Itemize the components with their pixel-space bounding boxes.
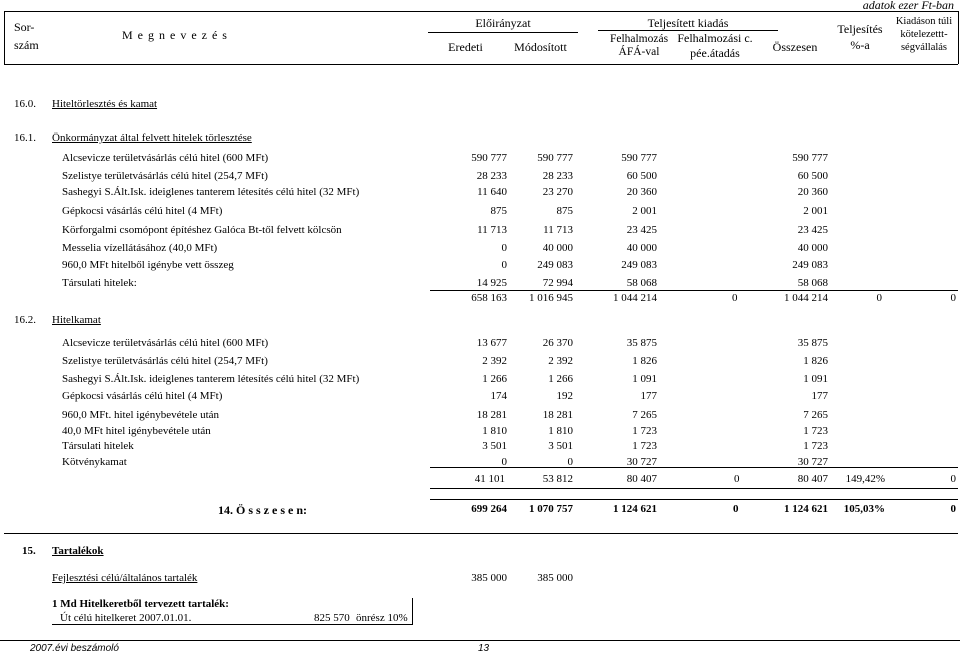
total-16-1-modositott: 1 016 945	[529, 292, 573, 304]
row-16-1-osszesen: 20 360	[797, 186, 828, 198]
header-sub-line-2	[598, 30, 778, 31]
footer-line	[0, 640, 960, 641]
row-16-2-osszesen: 177	[811, 390, 828, 402]
total-16-2-eredeti: 41 101	[474, 473, 505, 485]
total-14-modositott: 1 070 757	[529, 503, 573, 515]
row-16-2-felh-c: 1 826	[632, 355, 657, 367]
total-16-1-eredeti: 658 163	[471, 292, 507, 304]
row-16-2-modositott: 0	[567, 456, 573, 468]
row-16-2-eredeti: 2 392	[482, 355, 507, 367]
row-16-1-eredeti: 28 233	[476, 170, 507, 182]
header-kiadason-tuli-3: ségvállalás	[900, 42, 948, 53]
section-15-number: 15.	[22, 545, 36, 557]
header-bottom-line	[4, 64, 958, 65]
row-16-1-label: Körforgalmi csomópont építéshez Galóca Bt-től felvett kölcsön	[62, 224, 342, 236]
header-kiadason-tuli-2: kötelezettt-	[900, 29, 948, 40]
row-16-1-osszesen: 249 083	[792, 259, 828, 271]
row-16-1-eredeti: 11 640	[477, 186, 507, 198]
row-16-2-eredeti: 3 501	[482, 440, 507, 452]
row-16-2-osszesen: 7 265	[803, 409, 828, 421]
header-eredeti: Eredeti	[448, 40, 483, 54]
total-16-1-felh-c: 1 044 214	[613, 292, 657, 304]
row-16-2-osszesen: 1 723	[803, 425, 828, 437]
header-teljesites: Teljesítés	[837, 22, 883, 36]
row-16-2-eredeti: 1 810	[482, 425, 507, 437]
row-16-1-label: Szelistye területvásárlás célú hitel (254,7 MFt)	[62, 170, 268, 182]
row-16-2-eredeti: 13 677	[476, 337, 507, 349]
row-16-2-modositott: 2 392	[548, 355, 573, 367]
row-16-2-osszesen: 1 723	[803, 440, 828, 452]
total-14-topline	[430, 499, 958, 500]
header-pe-atadas: pée.átadás	[690, 46, 740, 60]
row-16-1-modositott: 249 083	[537, 259, 573, 271]
row-16-1-osszesen: 58 068	[797, 277, 828, 289]
footer-left: 2007.évi beszámoló	[30, 643, 119, 654]
row-16-2-modositott: 26 370	[542, 337, 573, 349]
row-16-2-label: Kötvénykamat	[62, 456, 127, 468]
row-16-1-osszesen: 60 500	[797, 170, 828, 182]
total-14-label: 14. Ö s s z e s e n:	[218, 503, 307, 517]
row-16-2-osszesen: 1 826	[803, 355, 828, 367]
section-15-title: Tartalékok	[52, 545, 104, 557]
row-16-1-modositott: 875	[556, 205, 573, 217]
total-16-2-topline	[430, 467, 958, 468]
total-16-1-osszesen: 1 044 214	[784, 292, 828, 304]
ut-value: 825 570	[314, 612, 350, 624]
total-14-osszesen: 1 124 621	[784, 503, 828, 515]
total-16-2-kiadas: 0	[950, 473, 956, 485]
md-title: 1 Md Hitelkeretből tervezett tartalék:	[52, 598, 229, 610]
tartalek-modositott: 385 000	[537, 572, 573, 584]
header-teljesitett-kiadas: Teljesített kiadás	[647, 16, 729, 30]
header-kiadason-tuli-1: Kiadáson túli	[895, 16, 953, 27]
total-14-felh-c: 1 124 621	[613, 503, 657, 515]
total-14-eredeti: 699 264	[471, 503, 507, 515]
total-16-2-osszesen: 80 407	[797, 473, 828, 485]
total-14-felh-afa: 0	[733, 503, 739, 515]
row-16-2-osszesen: 1 091	[803, 373, 828, 385]
row-16-2-felh-c: 30 727	[626, 456, 657, 468]
header-sub-line-1	[428, 32, 578, 33]
header-felhalmozasi-c: Felhalmozási c.	[677, 31, 753, 45]
section-16-2-title: Hitelkamat	[52, 314, 101, 326]
row-16-2-felh-c: 7 265	[632, 409, 657, 421]
row-16-2-modositott: 1 266	[548, 373, 573, 385]
row-16-1-felh-c: 60 500	[626, 170, 657, 182]
header-afa-val: ÁFÁ-val	[618, 46, 660, 58]
header-megnevezes: M e g n e v e z é s	[122, 28, 228, 42]
total-16-2-felh-c: 80 407	[626, 473, 657, 485]
header-szam: szám	[14, 38, 39, 52]
row-16-1-label: Gépkocsi vásárlás célú hitel (4 MFt)	[62, 205, 223, 217]
row-16-2-modositott: 1 810	[548, 425, 573, 437]
row-16-1-eredeti: 875	[490, 205, 507, 217]
row-16-2-modositott: 192	[556, 390, 573, 402]
ut-label: Út célú hitelkeret 2007.01.01.	[60, 612, 192, 624]
row-16-2-eredeti: 1 266	[482, 373, 507, 385]
row-16-2-label: Sashegyi S.Ált.Isk. ideiglenes tanterem létesítés célú hitel (32 MFt)	[62, 373, 360, 385]
row-16-1-felh-c: 590 777	[621, 152, 657, 164]
row-16-2-label: 960,0 MFt. hitel igénybevétele után	[62, 409, 220, 421]
row-16-1-felh-c: 2 001	[632, 205, 657, 217]
row-16-2-eredeti: 0	[501, 456, 507, 468]
total-16-2-modositott: 53 812	[542, 473, 573, 485]
row-16-2-felh-c: 1 723	[632, 440, 657, 452]
row-16-1-modositott: 28 233	[542, 170, 573, 182]
row-16-1-osszesen: 23 425	[797, 224, 828, 236]
ut-box-bottom	[52, 624, 412, 625]
row-16-1-label: 960,0 MFt hitelből igénybe vett összeg	[62, 259, 234, 271]
row-16-2-label: Alcsevicze területvásárlás célú hitel (600 MFt)	[62, 337, 269, 349]
header-modositott: Módosított	[514, 40, 567, 54]
row-16-1-osszesen: 2 001	[803, 205, 828, 217]
row-16-2-felh-c: 177	[640, 390, 657, 402]
row-16-1-modositott: 23 270	[542, 186, 573, 198]
row-16-1-label: Társulati hitelek:	[62, 277, 137, 289]
row-16-2-label: Társulati hitelek	[62, 440, 134, 452]
row-16-2-osszesen: 30 727	[797, 456, 828, 468]
row-16-1-eredeti: 11 713	[477, 224, 507, 236]
header-sor: Sor-	[14, 20, 35, 34]
row-16-1-felh-c: 23 425	[626, 224, 657, 236]
row-16-2-felh-c: 1 723	[632, 425, 657, 437]
header-vline	[4, 11, 5, 64]
header-felhalmozas: Felhalmozás	[609, 33, 669, 45]
section-16-0-number: 16.0.	[14, 98, 36, 110]
section-16-1-number: 16.1.	[14, 132, 36, 144]
row-16-1-label: Alcsevicze területvásárlás célú hitel (600 MFt)	[62, 152, 269, 164]
total-16-1-kiadas: 0	[950, 292, 956, 304]
row-16-2-eredeti: 174	[490, 390, 507, 402]
row-16-1-modositott: 11 713	[543, 224, 573, 236]
row-16-2-label: 40,0 MFt hitel igénybevétele után	[62, 425, 211, 437]
row-16-2-eredeti: 18 281	[476, 409, 507, 421]
unit-note: adatok ezer Ft-ban	[862, 0, 954, 12]
row-16-2-label: Gépkocsi vásárlás célú hitel (4 MFt)	[62, 390, 223, 402]
row-16-1-felh-c: 58 068	[626, 277, 657, 289]
row-16-1-osszesen: 40 000	[797, 242, 828, 254]
total-16-2-felh-afa: 0	[734, 473, 740, 485]
row-16-2-felh-c: 1 091	[632, 373, 657, 385]
ut-box-line	[412, 598, 413, 625]
row-16-1-felh-c: 40 000	[626, 242, 657, 254]
row-16-1-modositott: 72 994	[542, 277, 573, 289]
total-16-1-pct: 0	[876, 292, 882, 304]
total-16-1-felh-afa: 0	[732, 292, 738, 304]
tartalek-label: Fejlesztési célú/általános tartalék	[52, 572, 198, 584]
total-16-1-topline	[430, 290, 958, 291]
tartalek-eredeti: 385 000	[471, 572, 507, 584]
header-osszesen: Összesen	[772, 40, 818, 54]
row-16-1-eredeti: 590 777	[471, 152, 507, 164]
row-16-1-modositott: 40 000	[542, 242, 573, 254]
total-16-2-bottomline	[430, 488, 958, 489]
row-16-2-modositott: 3 501	[548, 440, 573, 452]
section-16-0-title: Hiteltörlesztés és kamat	[52, 98, 158, 110]
section-divider	[4, 533, 958, 534]
total-16-2-pct: 149,42%	[845, 473, 885, 485]
row-16-1-modositott: 590 777	[537, 152, 573, 164]
header-top-line	[4, 11, 958, 12]
header-eloiranyzat: Előirányzat	[475, 16, 531, 30]
row-16-1-label: Messelia vízellátásához (40,0 MFt)	[62, 242, 218, 254]
section-16-1-title: Önkormányzat által felvett hitelek törlesztése	[52, 132, 252, 144]
row-16-1-label: Sashegyi S.Ált.Isk. ideiglenes tanterem létesítés célú hitel (32 MFt)	[62, 186, 360, 198]
ut-onresz: önrész 10%	[356, 612, 408, 624]
total-14-pct: 105,03%	[843, 503, 885, 515]
total-14-kiadas: 0	[950, 503, 956, 515]
row-16-1-eredeti: 0	[501, 259, 507, 271]
row-16-1-felh-c: 249 083	[621, 259, 657, 271]
row-16-1-osszesen: 590 777	[792, 152, 828, 164]
row-16-1-felh-c: 20 360	[626, 186, 657, 198]
header-pct-a: %-a	[850, 38, 870, 52]
footer-page: 13	[478, 643, 490, 654]
row-16-1-eredeti: 0	[501, 242, 507, 254]
row-16-2-label: Szelistye területvásárlás célú hitel (254,7 MFt)	[62, 355, 268, 367]
row-16-2-felh-c: 35 875	[626, 337, 657, 349]
section-16-2-number: 16.2.	[14, 314, 36, 326]
row-16-2-osszesen: 35 875	[797, 337, 828, 349]
header-vline	[958, 11, 959, 64]
row-16-2-modositott: 18 281	[542, 409, 573, 421]
row-16-1-eredeti: 14 925	[476, 277, 507, 289]
